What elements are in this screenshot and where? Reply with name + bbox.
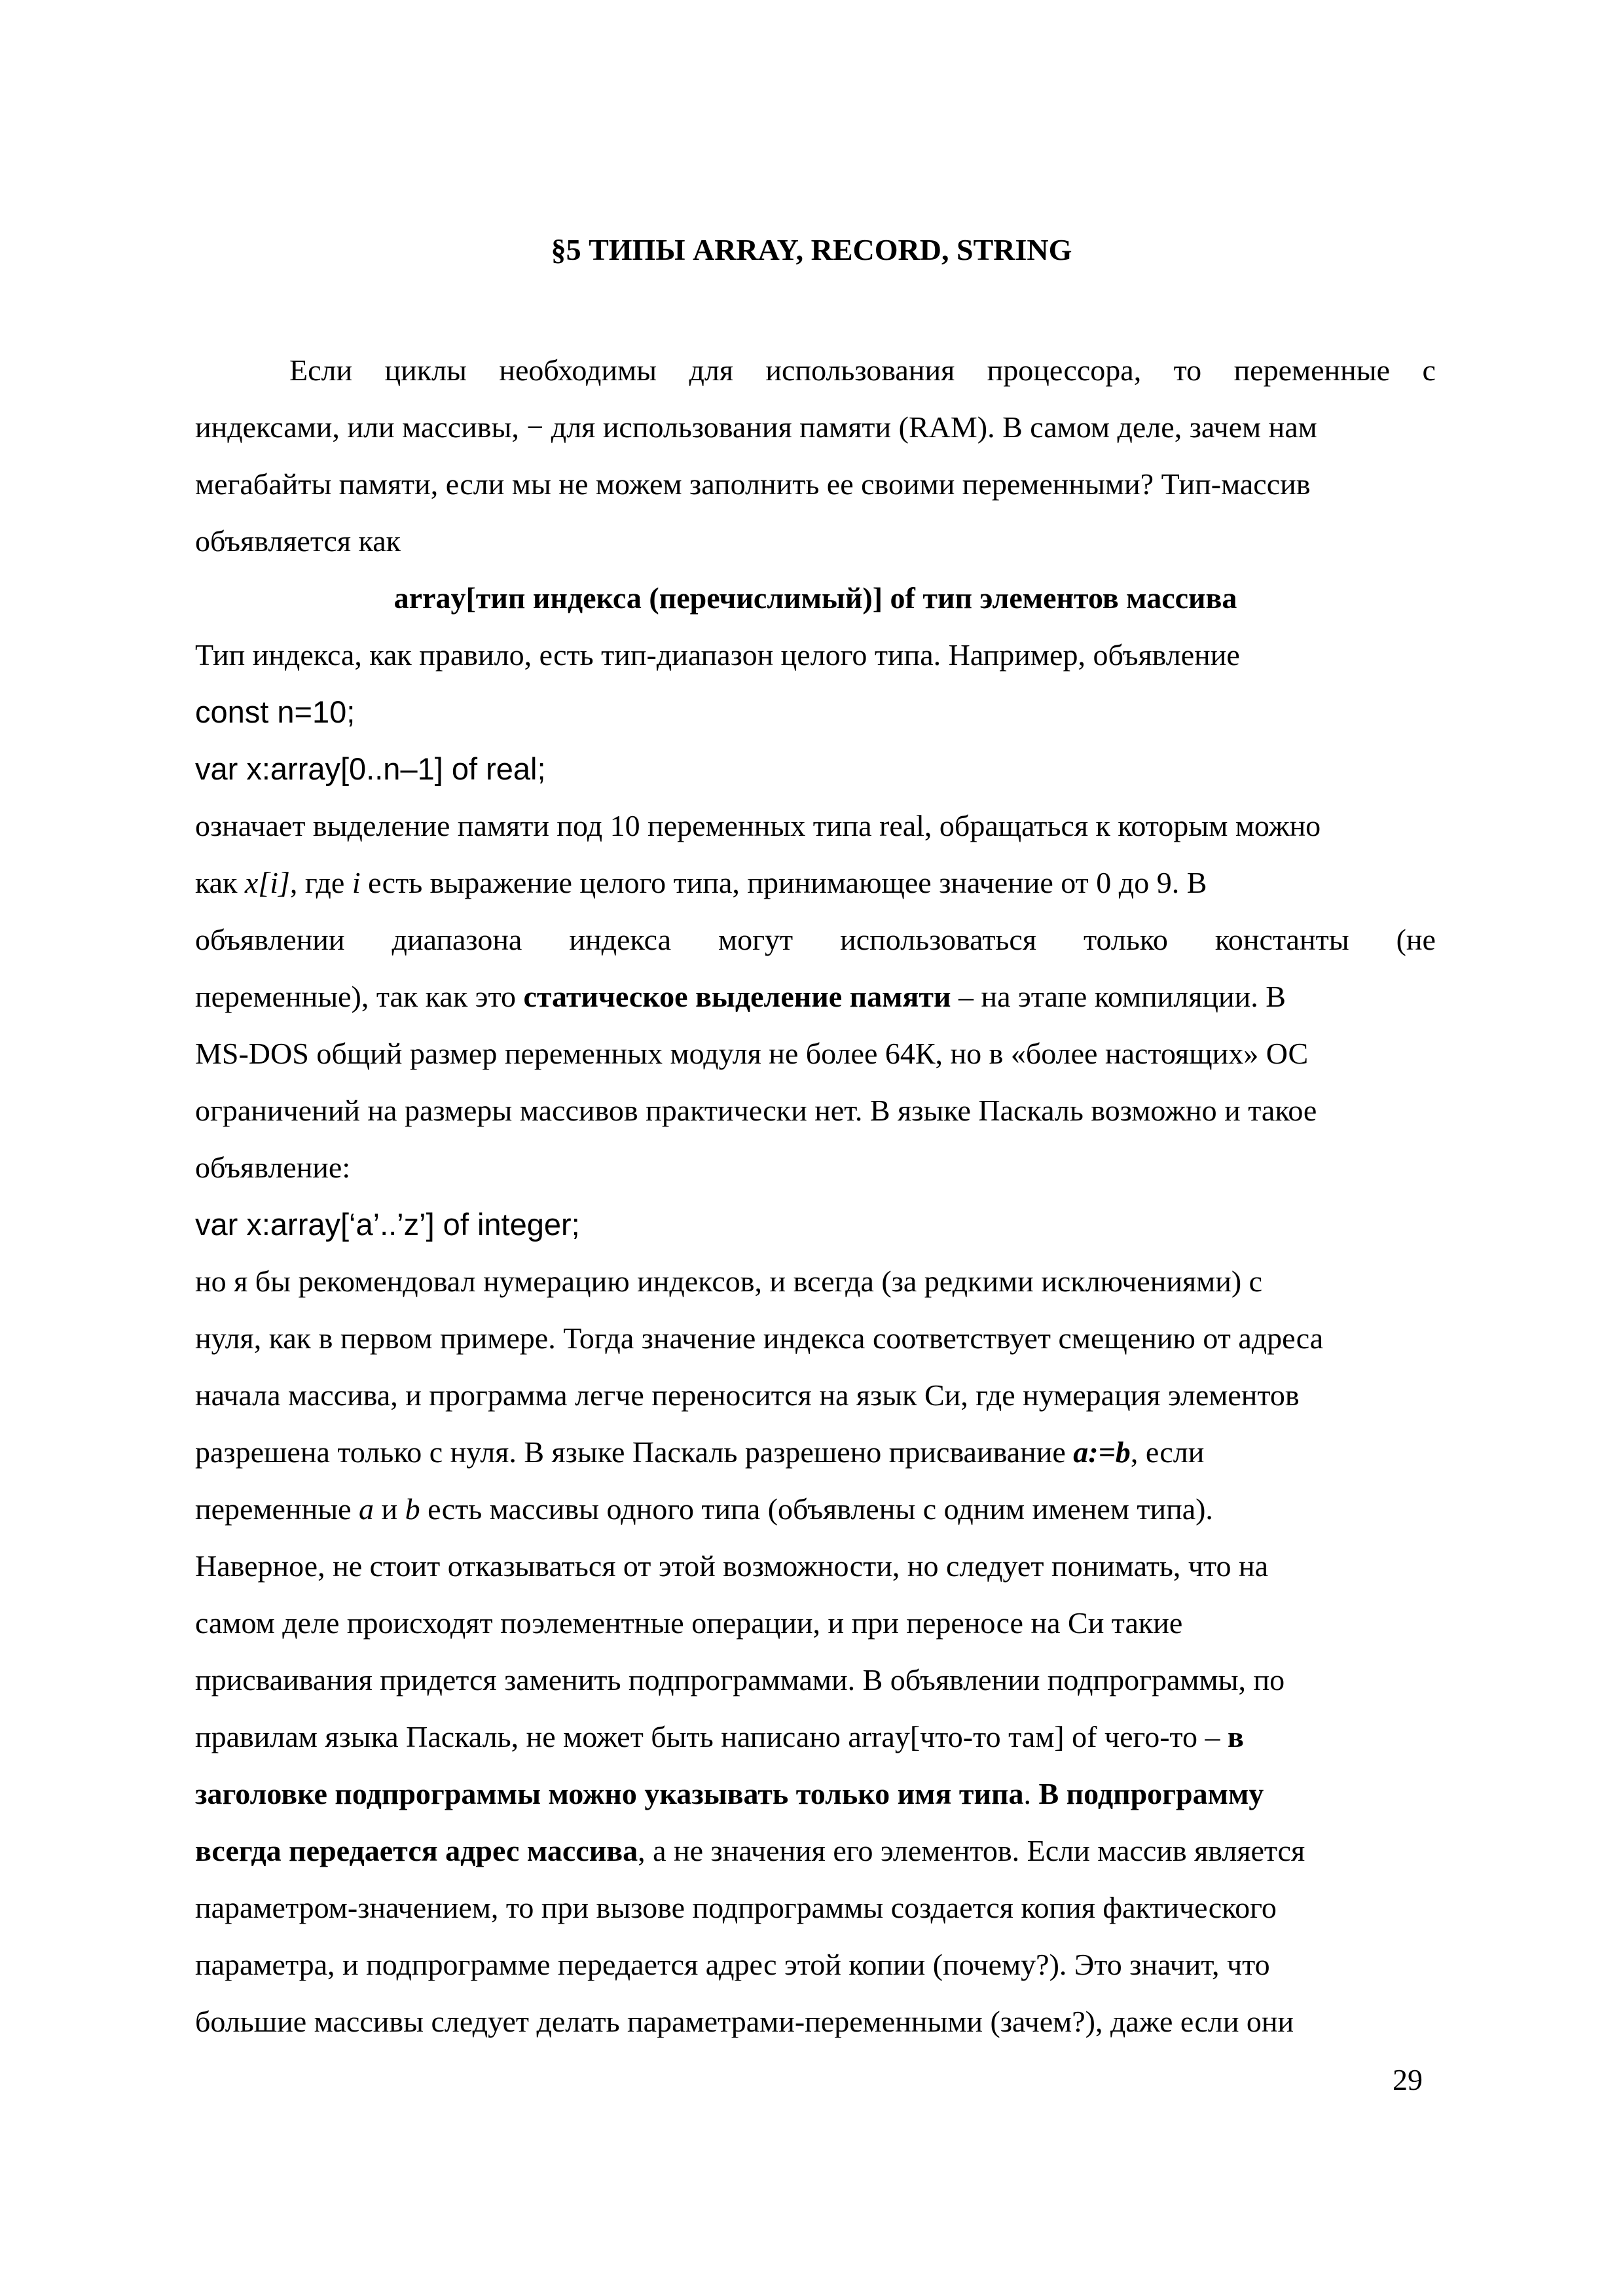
paragraph-4-line-14: большие массивы следует делать параметрами-переменными (зачем?), даже если они (195, 2005, 1294, 2038)
variable-a: a (359, 1492, 374, 1526)
bold-header-rule: заголовке подпрограммы можно указывать только имя типа (195, 1777, 1024, 1810)
paragraph-4-line-9: правилам языка Паскаль, не может быть написано array[что-то там] of чего-то – в (195, 1720, 1244, 1753)
variable-i: i (352, 866, 361, 899)
variable-x-i: x[i] (244, 866, 290, 899)
array-syntax-line: array[тип индекса (перечислимый)] of тип элементов массива (393, 581, 1237, 615)
assignment-a-b: a:=b (1073, 1435, 1131, 1469)
code-line-var-real: var x:array[0..n–1] of real; (195, 751, 546, 786)
variable-b: b (405, 1492, 420, 1526)
paragraph-2-line: Тип индекса, как правило, есть тип-диапазон целого типа. Например, объявление (195, 638, 1240, 672)
section-title: §5 ТИПЫ ARRAY, RECORD, STRING (551, 233, 1072, 266)
paragraph-1-line-4: объявляется как (195, 524, 401, 558)
paragraph-4-line-11: всегда передается адрес массива, а не значения его элементов. Если массив является (195, 1834, 1305, 1867)
paragraph-4-line-2: нуля, как в первом примере. Тогда значение индекса соответствует смещению от адреса (195, 1321, 1324, 1355)
paragraph-4-line-3: начала массива, и программа легче переносится на язык Си, где нумерация элементов (195, 1378, 1300, 1412)
paragraph-3-line-1: означает выделение памяти под 10 переменных типа real, обращаться к которым можно (195, 809, 1321, 842)
paragraph-3-line-7: объявление: (195, 1151, 351, 1184)
paragraph-3-line-3: объявлении диапазона индекса могут использоваться только константы (не (195, 923, 1436, 956)
paragraph-1-line-1: Если циклы необходимы для использования процессора, то переменные с (289, 353, 1436, 387)
document-body (195, 342, 1436, 2050)
code-line-const: const n=10; (195, 694, 356, 729)
page-number: 29 (1393, 2063, 1423, 2096)
bold-static-allocation: статическое выделение памяти (523, 980, 951, 1013)
bold-array-address: всегда передается адрес массива (195, 1834, 638, 1867)
paragraph-3-line-6: ограничений на размеры массивов практически нет. В языке Паскаль возможно и такое (195, 1094, 1317, 1127)
paragraph-4-line-7: самом деле происходят поэлементные операции, и при переносе на Си такие (195, 1606, 1183, 1640)
paragraph-3-line-5: MS-DOS общий размер переменных модуля не более 64К, но в «более настоящих» ОС (195, 1037, 1309, 1070)
code-line-var-integer: var x:array[‘a’..’z’] of integer; (195, 1207, 580, 1242)
paragraph-4-line-5: переменные a и b есть массивы одного типа (объявлены с одним именем типа). (195, 1492, 1213, 1526)
paragraph-1-line-2: индексами, или массивы, − для использования памяти (RAM). В самом деле, зачем нам (195, 410, 1317, 444)
paragraph-4-line-1: но я бы рекомендовал нумерацию индексов, и всегда (за редкими исключениями) с (195, 1265, 1263, 1298)
paragraph-3-line-4: переменные), так как это статическое выделение памяти – на этапе компиляции. В (195, 980, 1286, 1013)
paragraph-4-line-8: присваивания придется заменить подпрограммами. В объявлении подпрограммы, по (195, 1663, 1285, 1696)
paragraph-4-line-6: Наверное, не стоит отказываться от этой возможности, но следует понимать, что на (195, 1549, 1269, 1583)
paragraph-4-line-4: разрешена только с нуля. В языке Паскаль разрешено присваивание a:=b, если (195, 1435, 1205, 1469)
paragraph-1-line-3: мегабайты памяти, если мы не можем заполнить ее своими переменными? Тип-массив (195, 467, 1311, 501)
paragraph-4-line-13: параметра, и подпрограмме передается адрес этой копии (почему?). Это значит, что (195, 1948, 1270, 1981)
paragraph-3-line-2: как x[i], где i есть выражение целого типа, принимающее значение от 0 до 9. В (195, 866, 1207, 899)
paragraph-4-line-12: параметром-значением, то при вызове подпрограммы создается копия фактического (195, 1891, 1277, 1924)
paragraph-4-line-10: заголовке подпрограммы можно указывать только имя типа. В подпрограмму (195, 1777, 1264, 1810)
